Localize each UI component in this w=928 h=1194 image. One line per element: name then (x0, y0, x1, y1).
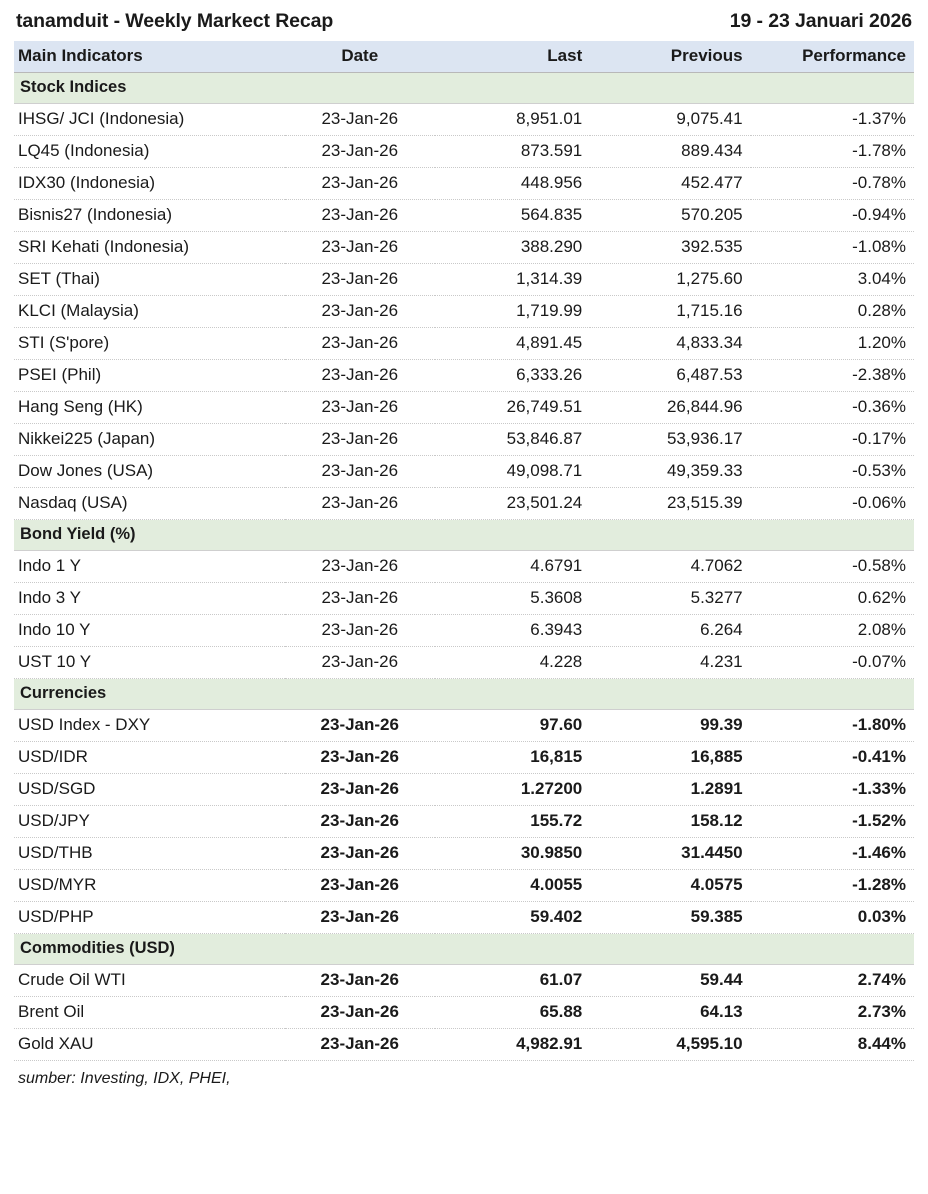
table-section-row (14, 73, 914, 104)
indicator-date: 23-Jan-26 (285, 551, 435, 583)
indicator-previous: 9,075.41 (590, 104, 750, 136)
indicator-performance: -1.08% (751, 232, 914, 264)
indicator-date: 23-Jan-26 (285, 104, 435, 136)
indicator-previous: 392.535 (590, 232, 750, 264)
indicator-performance: -1.80% (751, 710, 914, 742)
indicator-performance: 0.28% (751, 296, 914, 328)
indicator-date: 23-Jan-26 (285, 168, 435, 200)
source-note: sumber: Investing, IDX, PHEI, (18, 1070, 231, 1087)
indicator-previous: 23,515.39 (590, 488, 750, 520)
indicator-previous: 4,595.10 (590, 1029, 750, 1061)
indicator-last: 23,501.24 (435, 488, 590, 520)
indicator-date: 23-Jan-26 (285, 1029, 435, 1061)
table-header-row (14, 41, 914, 73)
indicator-performance: -0.17% (751, 424, 914, 456)
table-section-row (14, 520, 914, 551)
indicator-performance: -2.38% (751, 360, 914, 392)
indicator-date: 23-Jan-26 (285, 997, 435, 1029)
table-row (14, 232, 914, 264)
indicator-last: 564.835 (435, 200, 590, 232)
indicator-performance: 1.20% (751, 328, 914, 360)
indicator-previous: 26,844.96 (590, 392, 750, 424)
indicator-date: 23-Jan-26 (285, 870, 435, 902)
indicator-name: Brent Oil (14, 997, 285, 1029)
table-row (14, 168, 914, 200)
indicator-performance: -0.06% (751, 488, 914, 520)
indicator-previous: 99.39 (590, 710, 750, 742)
indicator-name: STI (S'pore) (14, 328, 285, 360)
table-row (14, 647, 914, 679)
indicator-performance: -0.58% (751, 551, 914, 583)
indicator-last: 4,982.91 (435, 1029, 590, 1061)
indicator-last: 53,846.87 (435, 424, 590, 456)
indicator-date: 23-Jan-26 (285, 200, 435, 232)
indicator-date: 23-Jan-26 (285, 615, 435, 647)
section-label: Commodities (USD) (14, 934, 914, 965)
table-row (14, 902, 914, 934)
indicator-performance: 3.04% (751, 264, 914, 296)
indicator-name: Nasdaq (USA) (14, 488, 285, 520)
indicator-last: 155.72 (435, 806, 590, 838)
indicator-name: Bisnis27 (Indonesia) (14, 200, 285, 232)
indicator-previous: 16,885 (590, 742, 750, 774)
indicator-performance: -0.78% (751, 168, 914, 200)
indicator-last: 1.27200 (435, 774, 590, 806)
indicator-last: 30.9850 (435, 838, 590, 870)
table-row (14, 742, 914, 774)
section-label: Stock Indices (14, 73, 914, 104)
indicator-performance: -0.07% (751, 647, 914, 679)
indicator-performance: 0.62% (751, 583, 914, 615)
section-label: Currencies (14, 679, 914, 710)
indicator-previous: 6.264 (590, 615, 750, 647)
table-row (14, 104, 914, 136)
indicator-last: 59.402 (435, 902, 590, 934)
indicator-name: PSEI (Phil) (14, 360, 285, 392)
indicator-date: 23-Jan-26 (285, 456, 435, 488)
table-row (14, 392, 914, 424)
table-row (14, 200, 914, 232)
column-header-performance: Performance (751, 41, 914, 73)
indicator-last: 1,719.99 (435, 296, 590, 328)
indicator-previous: 889.434 (590, 136, 750, 168)
table-row (14, 551, 914, 583)
indicator-previous: 4.0575 (590, 870, 750, 902)
indicator-last: 6.3943 (435, 615, 590, 647)
table-header (14, 41, 914, 73)
indicator-last: 65.88 (435, 997, 590, 1029)
indicator-date: 23-Jan-26 (285, 583, 435, 615)
table-row (14, 583, 914, 615)
indicator-name: USD/JPY (14, 806, 285, 838)
report-date-range: 19 - 23 Januari 2026 (729, 10, 912, 32)
indicator-previous: 158.12 (590, 806, 750, 838)
column-header-previous: Previous (590, 41, 750, 73)
indicator-date: 23-Jan-26 (285, 264, 435, 296)
indicator-performance: 2.08% (751, 615, 914, 647)
indicator-name: USD Index - DXY (14, 710, 285, 742)
indicator-name: Gold XAU (14, 1029, 285, 1061)
table-row (14, 870, 914, 902)
column-header-date: Date (285, 41, 435, 73)
table-section-row (14, 679, 914, 710)
indicator-date: 23-Jan-26 (285, 296, 435, 328)
indicator-performance: 2.73% (751, 997, 914, 1029)
indicator-date: 23-Jan-26 (285, 392, 435, 424)
column-header-last: Last (435, 41, 590, 73)
indicator-previous: 1,715.16 (590, 296, 750, 328)
table-row (14, 615, 914, 647)
table-body (14, 73, 914, 1061)
indicator-name: IDX30 (Indonesia) (14, 168, 285, 200)
table-row (14, 264, 914, 296)
indicator-name: SET (Thai) (14, 264, 285, 296)
indicator-performance: 2.74% (751, 965, 914, 997)
indicator-performance: -1.33% (751, 774, 914, 806)
indicator-name: USD/THB (14, 838, 285, 870)
indicator-date: 23-Jan-26 (285, 424, 435, 456)
indicator-previous: 4.7062 (590, 551, 750, 583)
indicator-previous: 1,275.60 (590, 264, 750, 296)
indicator-previous: 5.3277 (590, 583, 750, 615)
table-row (14, 136, 914, 168)
indicator-date: 23-Jan-26 (285, 488, 435, 520)
indicator-name: Crude Oil WTI (14, 965, 285, 997)
indicator-previous: 1.2891 (590, 774, 750, 806)
indicator-date: 23-Jan-26 (285, 232, 435, 264)
indicator-previous: 31.4450 (590, 838, 750, 870)
indicator-name: Indo 3 Y (14, 583, 285, 615)
table-row (14, 997, 914, 1029)
indicator-performance: -1.46% (751, 838, 914, 870)
table-row (14, 774, 914, 806)
table-row (14, 965, 914, 997)
indicator-performance: 0.03% (751, 902, 914, 934)
table-row (14, 806, 914, 838)
indicator-name: Indo 1 Y (14, 551, 285, 583)
indicator-name: KLCI (Malaysia) (14, 296, 285, 328)
indicator-last: 5.3608 (435, 583, 590, 615)
indicator-last: 8,951.01 (435, 104, 590, 136)
table-row (14, 296, 914, 328)
indicator-last: 16,815 (435, 742, 590, 774)
indicator-performance: -0.94% (751, 200, 914, 232)
table-row (14, 328, 914, 360)
indicator-date: 23-Jan-26 (285, 328, 435, 360)
indicator-date: 23-Jan-26 (285, 647, 435, 679)
indicator-last: 97.60 (435, 710, 590, 742)
table-row (14, 456, 914, 488)
table-row (14, 710, 914, 742)
indicator-previous: 6,487.53 (590, 360, 750, 392)
section-label: Bond Yield (%) (14, 520, 914, 551)
indicator-performance: -0.41% (751, 742, 914, 774)
table-row (14, 488, 914, 520)
indicator-name: USD/MYR (14, 870, 285, 902)
indicator-date: 23-Jan-26 (285, 838, 435, 870)
indicator-name: Hang Seng (HK) (14, 392, 285, 424)
indicator-last: 448.956 (435, 168, 590, 200)
indicator-date: 23-Jan-26 (285, 965, 435, 997)
indicator-previous: 59.385 (590, 902, 750, 934)
report-title-row (14, 8, 914, 41)
indicator-date: 23-Jan-26 (285, 136, 435, 168)
table-row (14, 1029, 914, 1061)
indicator-previous: 4.231 (590, 647, 750, 679)
indicator-previous: 64.13 (590, 997, 750, 1029)
indicator-performance: -1.78% (751, 136, 914, 168)
indicator-last: 873.591 (435, 136, 590, 168)
indicator-previous: 570.205 (590, 200, 750, 232)
table-section-row (14, 934, 914, 965)
indicator-date: 23-Jan-26 (285, 774, 435, 806)
page-title: tanamduit - Weekly Markect Recap (16, 10, 334, 32)
indicator-date: 23-Jan-26 (285, 902, 435, 934)
indicator-performance: -0.53% (751, 456, 914, 488)
indicator-date: 23-Jan-26 (285, 710, 435, 742)
indicator-date: 23-Jan-26 (285, 806, 435, 838)
table-row (14, 424, 914, 456)
indicator-performance: -1.52% (751, 806, 914, 838)
indicator-previous: 53,936.17 (590, 424, 750, 456)
indicator-previous: 4,833.34 (590, 328, 750, 360)
indicator-last: 6,333.26 (435, 360, 590, 392)
indicator-performance: -0.36% (751, 392, 914, 424)
indicator-last: 4,891.45 (435, 328, 590, 360)
indicator-previous: 59.44 (590, 965, 750, 997)
indicator-last: 49,098.71 (435, 456, 590, 488)
indicator-name: Indo 10 Y (14, 615, 285, 647)
indicator-name: Dow Jones (USA) (14, 456, 285, 488)
table-row (14, 360, 914, 392)
indicator-performance: 8.44% (751, 1029, 914, 1061)
indicator-name: IHSG/ JCI (Indonesia) (14, 104, 285, 136)
table-row (14, 838, 914, 870)
indicator-name: Nikkei225 (Japan) (14, 424, 285, 456)
indicator-last: 1,314.39 (435, 264, 590, 296)
indicator-last: 4.228 (435, 647, 590, 679)
indicator-name: SRI Kehati (Indonesia) (14, 232, 285, 264)
indicator-performance: -1.28% (751, 870, 914, 902)
indicator-last: 61.07 (435, 965, 590, 997)
indicator-last: 4.0055 (435, 870, 590, 902)
indicator-last: 4.6791 (435, 551, 590, 583)
indicator-name: UST 10 Y (14, 647, 285, 679)
indicator-previous: 452.477 (590, 168, 750, 200)
column-header-main-indicators: Main Indicators (14, 41, 285, 73)
indicator-previous: 49,359.33 (590, 456, 750, 488)
indicator-performance: -1.37% (751, 104, 914, 136)
indicator-last: 26,749.51 (435, 392, 590, 424)
indicator-last: 388.290 (435, 232, 590, 264)
indicator-date: 23-Jan-26 (285, 360, 435, 392)
indicator-name: USD/SGD (14, 774, 285, 806)
indicator-name: USD/IDR (14, 742, 285, 774)
indicator-date: 23-Jan-26 (285, 742, 435, 774)
market-indicators-table (14, 41, 914, 1061)
indicator-name: USD/PHP (14, 902, 285, 934)
indicator-name: LQ45 (Indonesia) (14, 136, 285, 168)
